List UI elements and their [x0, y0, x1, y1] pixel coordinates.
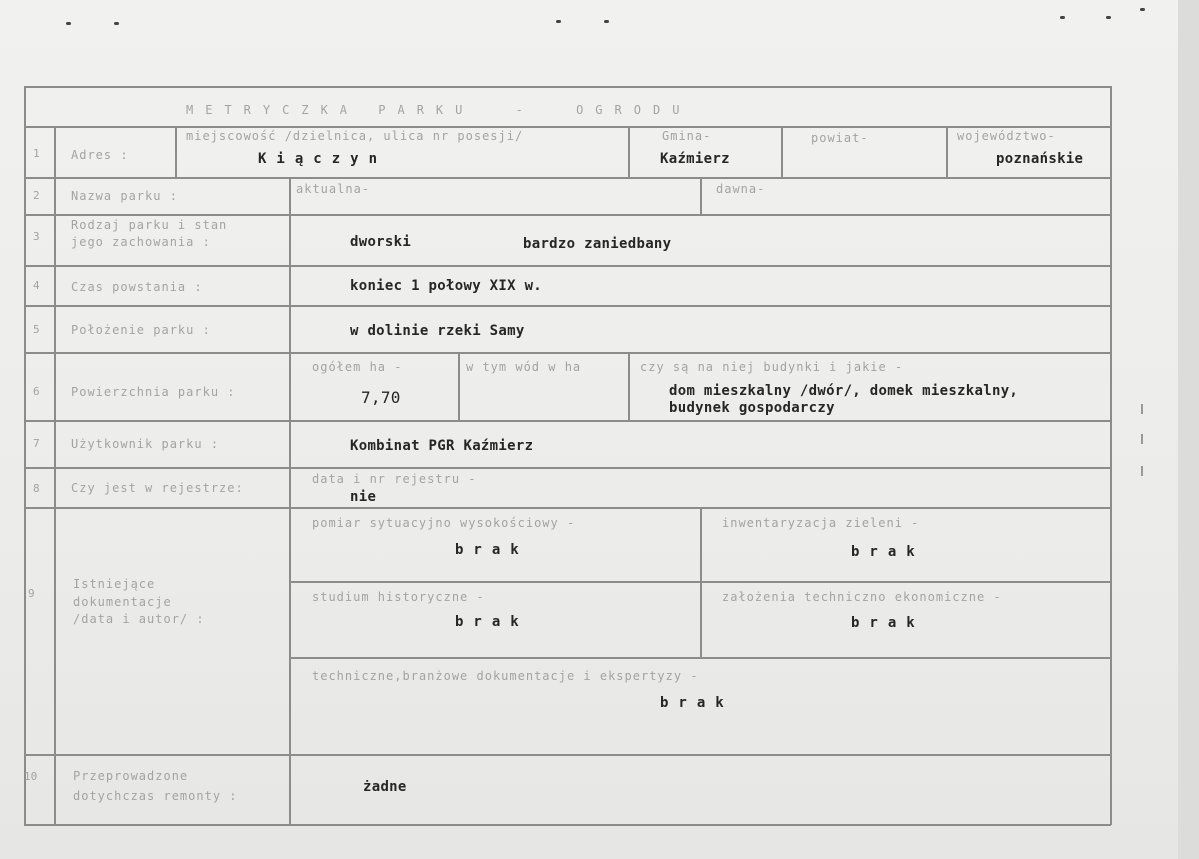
- row-number: 3: [33, 230, 40, 243]
- register-value: nie: [350, 489, 377, 505]
- buildings-value: dom mieszkalny /dwór/, domek mieszkalny,: [669, 383, 1019, 399]
- greenery-caption: inwentaryzacja zieleni -: [722, 516, 920, 530]
- field-label-park-type: Rodzaj parku i stan: [71, 218, 228, 232]
- register-caption: data i nr rejestru -: [312, 472, 477, 486]
- field-label-documentation: dokumentacje: [73, 595, 172, 609]
- buildings-caption: czy są na niej budynki i jakie -: [640, 360, 904, 374]
- row-number: 5: [33, 323, 40, 336]
- scan-mark: [1106, 16, 1111, 19]
- history-caption: studium historyczne -: [312, 590, 485, 604]
- scan-mark: [556, 20, 561, 23]
- tech-econ-value: brak: [851, 615, 925, 631]
- row-number: 4: [33, 279, 40, 292]
- row-number: 2: [33, 189, 40, 202]
- form-title-right: OGRODU: [576, 103, 692, 117]
- margin-mark: [1141, 434, 1143, 444]
- renovations-value: żadne: [363, 779, 407, 795]
- user-value: Kombinat PGR Kaźmierz: [350, 438, 534, 454]
- locality-caption: miejscowość /dzielnica, ulica nr posesji/: [186, 129, 524, 143]
- scan-mark: [604, 20, 609, 23]
- field-label-renovations: dotychczas remonty :: [73, 789, 238, 803]
- former-name-caption: dawna-: [716, 182, 766, 196]
- voivodeship-value: poznańskie: [996, 151, 1084, 167]
- row-number: 1: [33, 147, 40, 160]
- field-label-documentation: /data i autor/ :: [73, 612, 205, 626]
- form-title-left: METRYCZKA PARKU: [186, 103, 475, 117]
- row-number: 6: [33, 385, 40, 398]
- voivodeship-caption: województwo-: [957, 129, 1056, 143]
- locality-value: Kiączyn: [258, 151, 388, 167]
- field-label-park-type: jego zachowania :: [71, 235, 211, 249]
- form-title: [186, 104, 691, 116]
- row-number: 8: [33, 482, 40, 495]
- margin-mark: [1141, 404, 1143, 414]
- total-area-caption: ogółem ha -: [312, 360, 403, 374]
- field-label-park-name: Nazwa parku :: [71, 189, 178, 203]
- buildings-value: budynek gospodarczy: [669, 400, 835, 416]
- scan-mark: [1140, 8, 1145, 11]
- survey-caption: pomiar sytuacyjno wysokościowy -: [312, 516, 576, 530]
- scan-mark: [66, 22, 71, 25]
- history-value: brak: [455, 614, 529, 630]
- survey-value: brak: [455, 542, 529, 558]
- page-edge: [1178, 0, 1199, 859]
- field-label-register: Czy jest w rejestrze:: [71, 481, 244, 495]
- park-state-value: bardzo zaniedbany: [523, 236, 672, 252]
- row-number: 10: [24, 770, 38, 783]
- scan-mark: [1060, 16, 1065, 19]
- field-label-renovations: Przeprowadzone: [73, 769, 189, 783]
- water-area-caption: w tym wód w ha: [466, 360, 582, 374]
- margin-mark: [1141, 466, 1143, 476]
- field-label-user: Użytkownik parku :: [71, 437, 220, 451]
- row-number: 7: [33, 437, 40, 450]
- commune-caption: Gmina-: [662, 129, 712, 143]
- technical-docs-caption: techniczne,branżowe dokumentacje i ekspertyzy -: [312, 669, 699, 683]
- origin-time-value: koniec 1 połowy XIX w.: [350, 278, 543, 294]
- commune-value: Kaźmierz: [660, 151, 730, 167]
- location-value: w dolinie rzeki Samy: [350, 323, 525, 339]
- total-area-value: 7,70: [361, 388, 401, 407]
- current-name-caption: aktualna-: [296, 182, 371, 196]
- field-label-origin-time: Czas powstania :: [71, 280, 203, 294]
- county-caption: powiat-: [811, 131, 869, 145]
- form-title-dash: -: [515, 103, 535, 117]
- row-number: 9: [28, 587, 35, 600]
- technical-docs-value: brak: [660, 695, 734, 711]
- tech-econ-caption: założenia techniczno ekonomiczne -: [722, 590, 1002, 604]
- field-label-address: Adres :: [71, 148, 129, 162]
- scan-mark: [114, 22, 119, 25]
- greenery-value: brak: [851, 544, 925, 560]
- field-label-location: Położenie parku :: [71, 323, 211, 337]
- park-type-value: dworski: [350, 234, 412, 250]
- field-label-area: Powierzchnia parku :: [71, 385, 236, 399]
- field-label-documentation: Istniejące: [73, 577, 156, 591]
